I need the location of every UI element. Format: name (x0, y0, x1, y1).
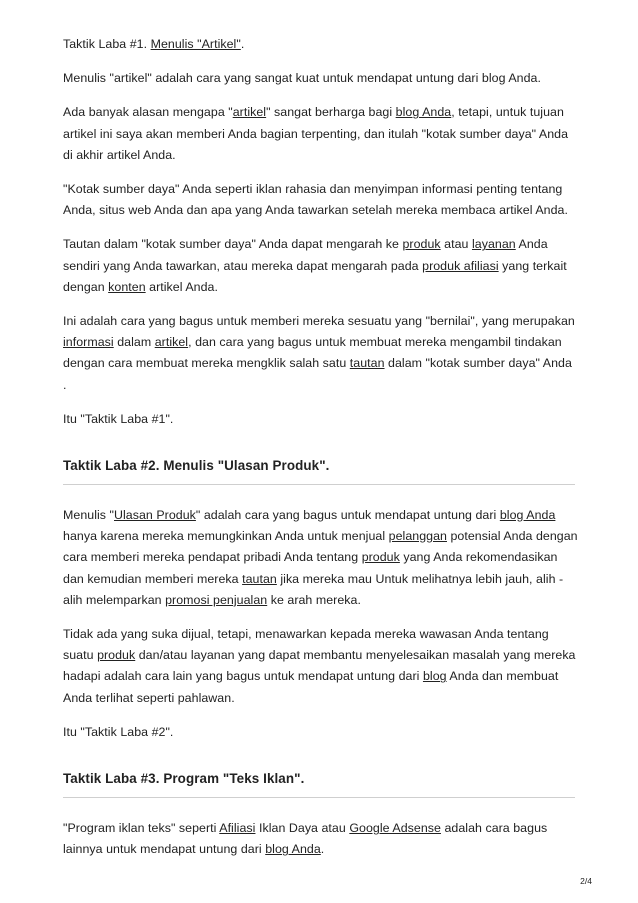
text: hanya karena mereka memungkinkan Anda untuk menjual (63, 529, 389, 544)
text: dalam "kotak sumber daya" Anda . (63, 356, 572, 392)
text: potensial Anda dengan cara memberi mereka pendapat pribadi Anda tentang (63, 529, 578, 565)
link-promosi-penjualan[interactable]: promosi penjualan (165, 592, 268, 607)
link-layanan[interactable]: layanan (471, 237, 516, 252)
paragraph-value (63, 311, 578, 396)
paragraph-tactic-2-end: Itu "Taktik Laba #2". (63, 724, 174, 739)
text: Iklan Daya atau (255, 821, 350, 836)
paragraph-text-ads (63, 818, 578, 860)
paragraph-reasons (63, 102, 578, 166)
text: artikel Anda. (145, 279, 218, 294)
text: , tetapi, untuk tujuan artikel ini saya akan memberi Anda bagian terpenting, dan itulah "kotak sumber daya" Anda di akhir artikel Anda. (63, 105, 569, 162)
paragraph-links (63, 234, 578, 298)
text: yang terkait dengan (63, 258, 567, 294)
link-tautan[interactable]: tautan (349, 356, 385, 371)
link-produk[interactable]: produk (402, 237, 441, 252)
text: dalam (113, 335, 155, 350)
text: Ini adalah cara yang bagus untuk memberi mereka sesuatu yang "bernilai", yang merupakan (63, 314, 575, 329)
divider (63, 797, 575, 798)
link-blog-anda-2[interactable]: blog Anda (499, 508, 556, 523)
paragraph-insight (63, 624, 578, 709)
paragraph-tactic-1-end: Itu "Taktik Laba #1". (63, 411, 174, 426)
link-menulis-artikel[interactable]: Menulis "Artikel" (150, 37, 241, 51)
link-blog[interactable]: blog (422, 669, 447, 684)
text: " adalah cara yang bagus untuk mendapat untung dari (195, 508, 500, 523)
link-ulasan-produk[interactable]: Ulasan Produk (114, 508, 196, 523)
heading-tactic-3: Taktik Laba #3. Program "Teks Iklan". (63, 771, 305, 787)
text: Anda sendiri yang Anda tawarkan, atau mereka dapat mengarah pada (63, 237, 548, 273)
text: jika mereka mau Untuk melihatnya lebih jauh, alih -alih melemparkan (63, 571, 564, 607)
text: "Program iklan teks" seperti (63, 821, 220, 836)
paragraph-intro: Menulis "artikel" adalah cara yang sangat kuat untuk mendapat untung dari blog Anda. (63, 71, 541, 86)
link-afiliasi[interactable]: Afiliasi (219, 821, 256, 836)
link-informasi[interactable]: informasi (63, 335, 114, 350)
text: yang Anda rekomendasikan dan kemudian memberi mereka (63, 550, 558, 586)
link-produk-3[interactable]: produk (97, 648, 136, 663)
text: Anda dan membuat Anda terlihat seperti pahlawan. (63, 669, 559, 705)
text: Taktik Laba #1. (63, 37, 151, 51)
text: atau (440, 237, 472, 252)
text: . (240, 37, 245, 51)
link-produk-afiliasi[interactable]: produk afiliasi (422, 258, 499, 273)
link-pelanggan[interactable]: pelanggan (388, 529, 447, 544)
link-google-adsense[interactable]: Google Adsense (349, 821, 441, 836)
text: adalah cara bagus lainnya untuk mendapat untung dari (63, 821, 548, 857)
paragraph-product-review (63, 505, 578, 611)
heading-tactic-2: Taktik Laba #2. Menulis "Ulasan Produk". (63, 458, 330, 474)
text: , dan cara yang bagus untuk membuat mereka mengambil tindakan dengan cara membuat mereka mengklik salah satu (63, 335, 562, 371)
paragraph-tactic-1-title (63, 34, 578, 55)
link-artikel[interactable]: artikel (232, 105, 267, 120)
text: " sangat berharga bagi (266, 105, 396, 120)
text: ke arah mereka. (267, 592, 361, 607)
text: Ada banyak alasan mengapa " (63, 105, 233, 120)
text: dan/atau layanan yang dapat membantu menyelesaikan masalah yang mereka hadapi adalah cara lain yang bagus untuk mendapat untung dari (63, 648, 576, 684)
divider (63, 484, 575, 485)
text: Tidak ada yang suka dijual, tetapi, menawarkan kepada mereka wawasan Anda tentang suatu (63, 627, 549, 663)
paragraph-resource-box: "Kotak sumber daya" Anda seperti iklan rahasia dan menyimpan informasi penting tentang Anda, situs web Anda dan apa yang Anda tawarkan setelah mereka membaca artikel Anda. (63, 182, 568, 218)
text: Menulis " (63, 508, 114, 523)
link-blog-anda[interactable]: blog Anda (395, 105, 452, 120)
text: Tautan dalam "kotak sumber daya" Anda dapat mengarah ke (63, 237, 403, 252)
article-body (63, 34, 578, 860)
link-blog-anda-3[interactable]: blog Anda (265, 842, 321, 857)
text: . (320, 842, 325, 857)
link-konten[interactable]: konten (108, 279, 146, 294)
link-produk-2[interactable]: produk (361, 550, 400, 565)
link-tautan-2[interactable]: tautan (242, 571, 277, 586)
page-number: 2/4 (580, 876, 592, 886)
link-artikel-2[interactable]: artikel (154, 335, 189, 350)
